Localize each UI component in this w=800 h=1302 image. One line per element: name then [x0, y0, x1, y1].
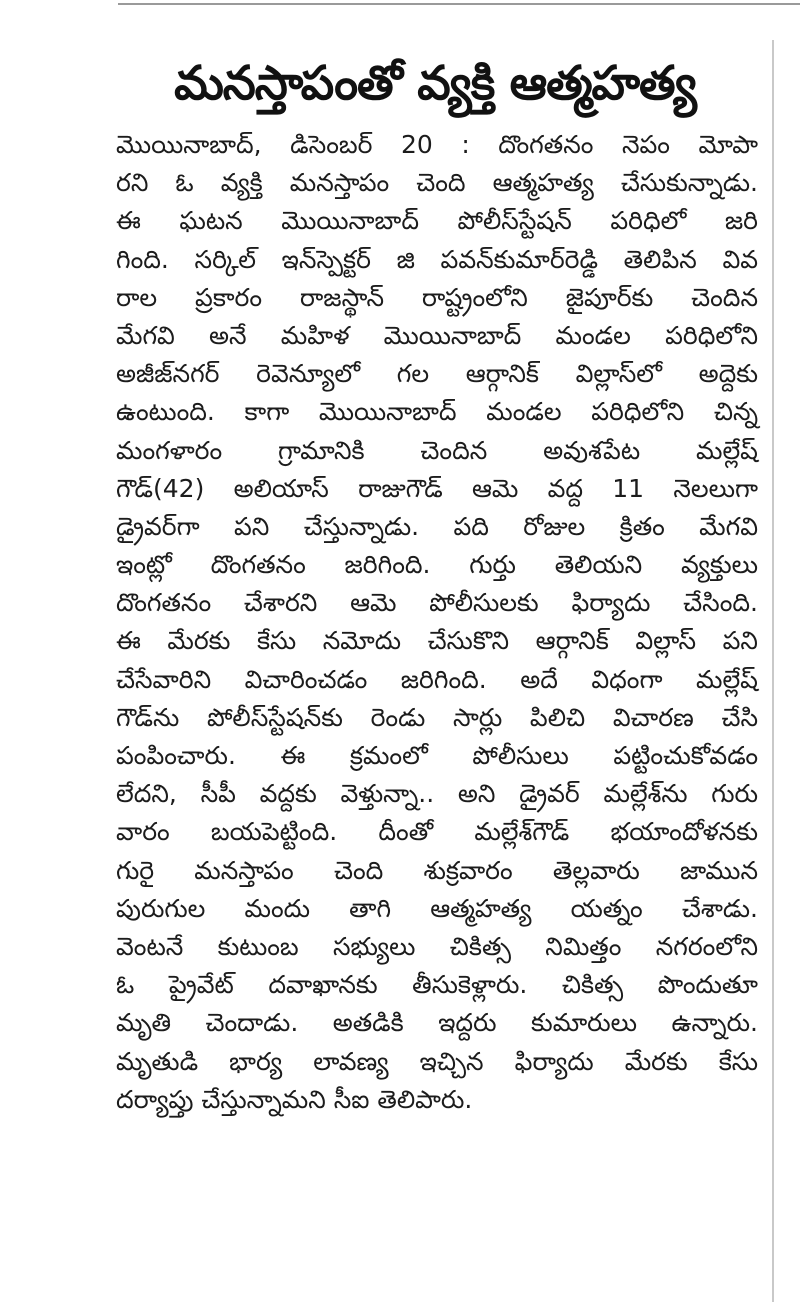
article-headline: మనస్తాపంతో వ్యక్తి ఆత్మహత్య: [174, 56, 696, 111]
article-line: మంగళారం గ్రామానికి చెందిన అవుశపేట మల్లేష్: [116, 435, 758, 465]
article-line: పంపించారు. ఈ క్రమంలో పోలీసులు పట్టించుకోవడం: [116, 741, 758, 770]
article-line: వారం బయపెట్టింది. దీంతో మల్లేశ్‌గౌడ్ భయాందోళనకు: [116, 817, 758, 847]
column-divider-rule: [772, 40, 774, 1302]
article-line: దొంగతనం చేశారని ఆమె పోలీసులకు ఫిర్యాదు చేసింది.: [116, 588, 758, 618]
article-line: మేగవి అనే మహిళ మొయినాబాద్ మండల పరిధిలోని: [116, 320, 758, 350]
article-line: వెంటనే కుటుంబ సభ్యులు చికిత్స నిమిత్తం నగరంలోని: [116, 931, 758, 961]
article-line: ఓ ప్రైవేట్ దవాఖానకు తీసుకెళ్లారు. చికిత్స పొందుతూ: [116, 970, 758, 1000]
article-line: ఈ మేరకు కేసు నమోదు చేసుకొని ఆర్గానిక్ విల్లాస్ పని: [116, 626, 758, 656]
article-line: మొయినాబాద్, డిసెంబర్ 20 : దొంగతనం నెపం మోపా: [116, 130, 758, 159]
article-line: మృతుడి భార్య లావణ్య ఇచ్చిన ఫిర్యాదు మేరకు కేసు: [116, 1046, 758, 1076]
article-line: రాల ప్రకారం రాజస్థాన్ రాష్ట్రంలోని జైపూర్‌కు చెందిన: [116, 282, 758, 312]
article-line: దర్యాప్తు చేస్తున్నామని సీఐ తెలిపారు.: [116, 1084, 473, 1114]
article-line: ఈ ఘటన మొయినాబాద్ పోలీస్‌స్టేషన్ పరిధిలో జరి: [116, 206, 758, 236]
article-line: డ్రైవర్‌గా పని చేస్తున్నాడు. పది రోజుల క్రితం మేగవి: [116, 511, 758, 541]
top-divider-rule: [118, 3, 800, 5]
article-line: గౌడ్‌ను పోలీస్‌స్టేషన్‌కు రెండు సార్లు పిలిచి విచారణ చేసి: [116, 702, 758, 732]
article-line: ఇంట్లో దొంగతనం జరిగింది. గుర్తు తెలియని వ్యక్తులు: [116, 550, 758, 580]
article-line: లేదని, సీపీ వద్దకు వెళ్తున్నా.. అని డ్రైవర్ మల్లేశ్‌ను గురు: [116, 779, 758, 809]
article-line: ఉంటుంది. కాగా మొయినాబాద్ మండల పరిధిలోని చిన్న: [116, 397, 758, 427]
article-line: చేసేవారిని విచారించడం జరిగింది. అదే విధంగా మల్లేష్: [116, 664, 758, 694]
article-line: గింది. సర్కిల్ ఇన్‌స్పెక్టర్ జి పవన్‌కుమార్‌రెడ్డి తెలిపిన వివ: [116, 244, 758, 274]
article-line: పురుగుల మందు తాగి ఆత్మహత్య యత్నం చేశాడు.: [116, 893, 758, 923]
article-body: [116, 126, 758, 1119]
article-line: అజీజ్‌నగర్ రెవెన్యూలో గల ఆర్గానిక్ విల్లాస్‌లో అద్దెకు: [116, 359, 758, 389]
article-line: గురై మనస్తాపం చెంది శుక్రవారం తెల్లవారు జామున: [116, 855, 758, 885]
article-line: గౌడ్(42) అలియాస్ రాజుగౌడ్ ఆమె వద్ద 11 నెలలుగా: [116, 473, 758, 503]
article-line: రని ఓ వ్యక్తి మనస్తాపం చెంది ఆత్మహత్య చేసుకున్నాడు.: [116, 168, 758, 198]
article-line: మృతి చెందాడు. అతడికి ఇద్దరు కుమారులు ఉన్నారు.: [116, 1008, 758, 1038]
